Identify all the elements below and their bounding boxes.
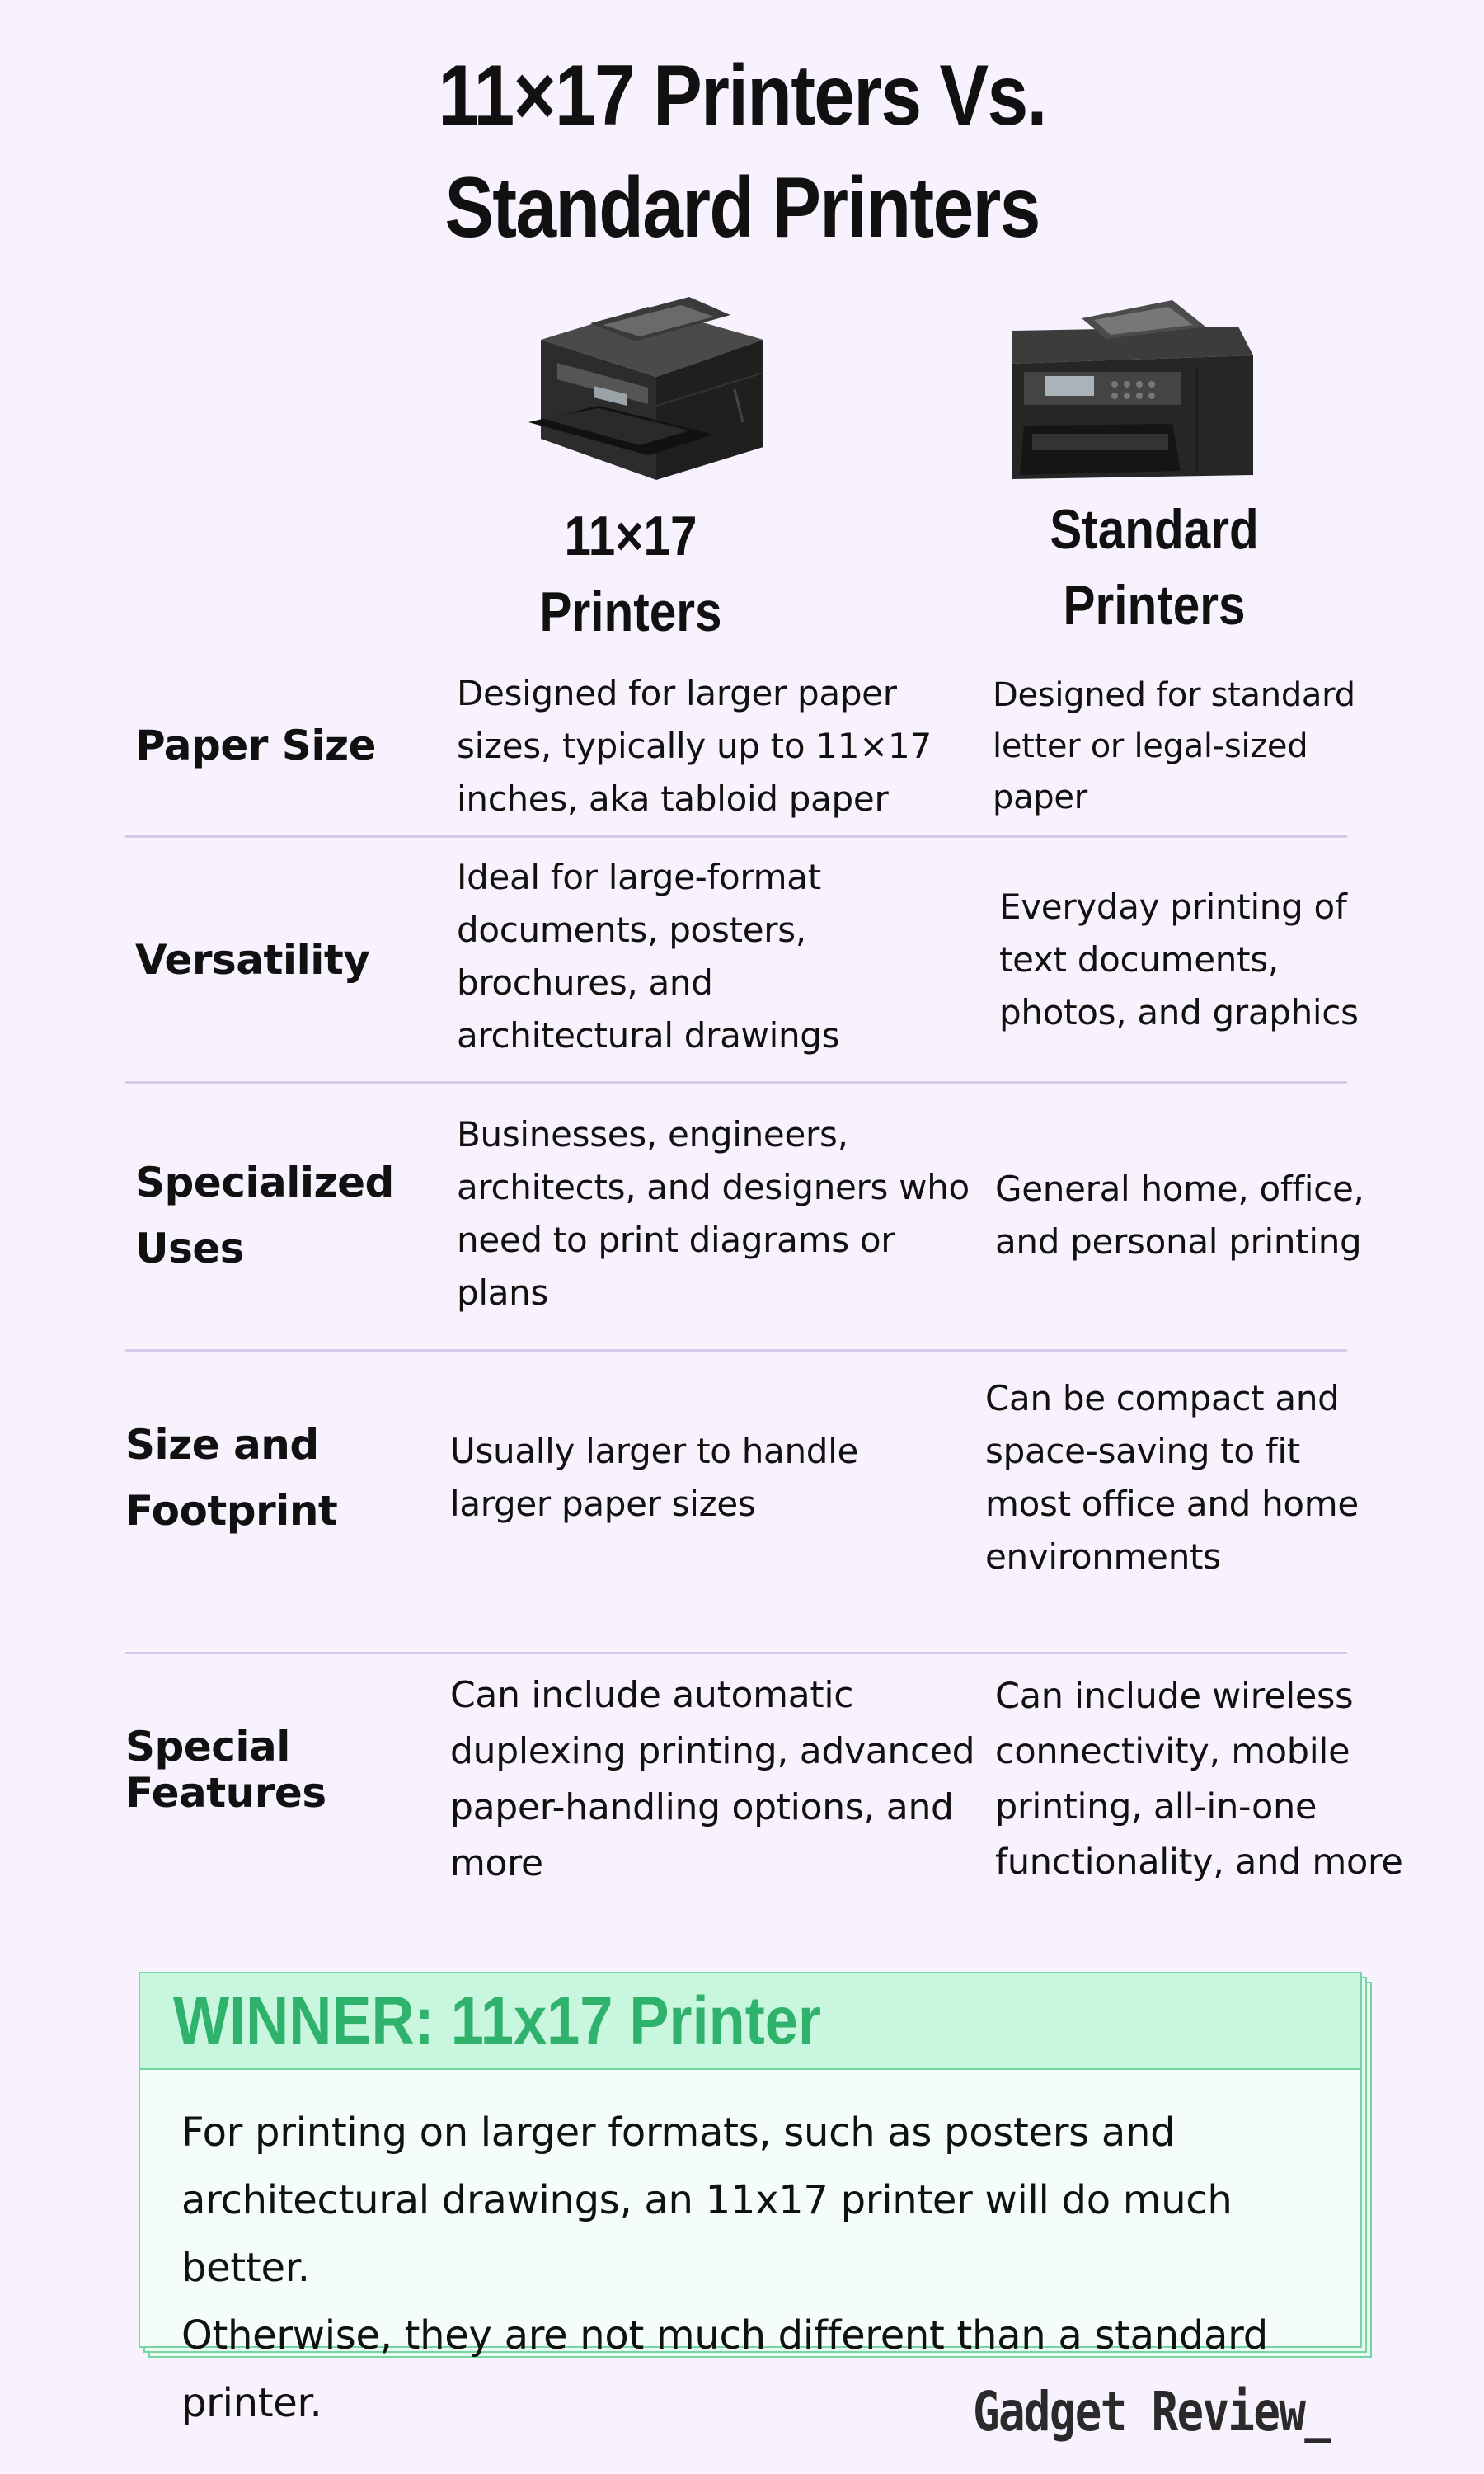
cell-line: paper [993, 778, 1087, 816]
cell-line: functionality, and more [995, 1841, 1403, 1883]
cell-line: most office and home [985, 1484, 1359, 1524]
cell-line: and personal printing [995, 1221, 1362, 1262]
cell-standard-special-features [995, 1669, 1403, 1890]
cell-line: more [450, 1842, 543, 1884]
cell-line: letter or legal-sized [993, 727, 1308, 765]
cell-11x17-size-footprint [450, 1425, 858, 1531]
cell-line: brochures, and [457, 962, 713, 1003]
cell-standard-versatility [999, 881, 1359, 1039]
cell-line: paper-handling options, and [450, 1786, 954, 1828]
cell-line: duplexing printing, advanced [450, 1730, 975, 1772]
row-label-specialized-uses [135, 1150, 394, 1282]
cell-line: architectural drawings [457, 1015, 840, 1056]
cell-line: Ideal for large-format [457, 857, 821, 897]
title-line-1: 11×17 Printers Vs. [438, 48, 1046, 143]
column-heading-line: Printers [1063, 574, 1246, 637]
cell-line: Designed for standard [993, 676, 1355, 714]
row-divider [125, 1349, 1347, 1352]
page-title [104, 40, 1380, 264]
brand-logo: Gadget Review_ [973, 2380, 1331, 2443]
row-label-line: Specialized [135, 1159, 394, 1206]
cell-line: environments [985, 1536, 1221, 1577]
winner-summary-line: For printing on larger formats, such as posters and [181, 2109, 1176, 2156]
cell-line: sizes, typically up to 11×17 [457, 726, 932, 766]
title-line-2: Standard Printers [444, 160, 1040, 256]
cell-line: larger paper sizes [450, 1484, 756, 1524]
cell-11x17-specialized-uses [457, 1108, 970, 1319]
cell-line: documents, posters, [457, 910, 806, 950]
winner-summary-line: architectural drawings, an 11x17 printer will do much better. [181, 2177, 1233, 2291]
cell-line: architects, and designers who [457, 1167, 970, 1207]
row-label-versatility [135, 927, 369, 993]
cell-line: Can include automatic [450, 1674, 854, 1716]
cell-line: connectivity, mobile [995, 1731, 1350, 1772]
cell-line: need to print diagrams or [457, 1220, 895, 1260]
cell-line: Everyday printing of [999, 887, 1347, 927]
cell-line: text documents, [999, 939, 1279, 980]
cell-line: inches, aka tabloid paper [457, 778, 889, 819]
cell-line: Usually larger to handle [450, 1431, 859, 1471]
standard-printer-icon [999, 294, 1263, 492]
cell-line: space-saving to fit [985, 1431, 1300, 1471]
row-label-size-footprint [125, 1412, 337, 1544]
row-label-line: Features [125, 1769, 326, 1817]
row-label-paper-size [135, 713, 376, 778]
row-label-line: Paper Size [135, 722, 376, 769]
cell-line: Businesses, engineers, [457, 1114, 848, 1155]
cell-line: printing, all-in-one [995, 1786, 1317, 1827]
column-heading-11x17 [486, 498, 777, 650]
cell-line: Designed for larger paper [457, 673, 897, 713]
column-heading-line: 11×17 [564, 505, 697, 567]
row-label-line: Footprint [125, 1487, 338, 1535]
row-divider [125, 835, 1347, 838]
cell-11x17-special-features [450, 1667, 974, 1892]
winner-summary-line: Otherwise, they are not much different than a standard printer. [181, 2312, 1268, 2426]
cell-line: Can include wireless [995, 1676, 1354, 1717]
column-heading-standard [1012, 492, 1296, 643]
winner-title: WINNER: 11x17 Printer [173, 1983, 822, 2058]
large-format-printer-icon [524, 290, 772, 496]
row-label-special-features [125, 1724, 326, 1816]
row-divider [125, 1081, 1347, 1084]
winner-header [140, 1973, 1360, 2070]
cell-standard-paper-size [993, 670, 1355, 823]
cell-line: photos, and graphics [999, 992, 1359, 1032]
cell-line: Can be compact and [985, 1378, 1340, 1418]
cell-line: General home, office, [995, 1169, 1364, 1209]
row-label-line: Versatility [135, 936, 370, 984]
cell-11x17-paper-size [457, 667, 932, 825]
row-label-line: Uses [135, 1225, 245, 1272]
row-label-line: Special [125, 1723, 290, 1771]
column-heading-line: Standard [1050, 498, 1259, 561]
row-divider [125, 1652, 1347, 1654]
cell-standard-specialized-uses [995, 1163, 1364, 1268]
cell-standard-size-footprint [985, 1372, 1359, 1583]
column-heading-line: Printers [539, 581, 722, 643]
cell-line: plans [457, 1272, 549, 1313]
cell-11x17-versatility [457, 851, 839, 1062]
row-label-line: Size and [125, 1421, 319, 1469]
